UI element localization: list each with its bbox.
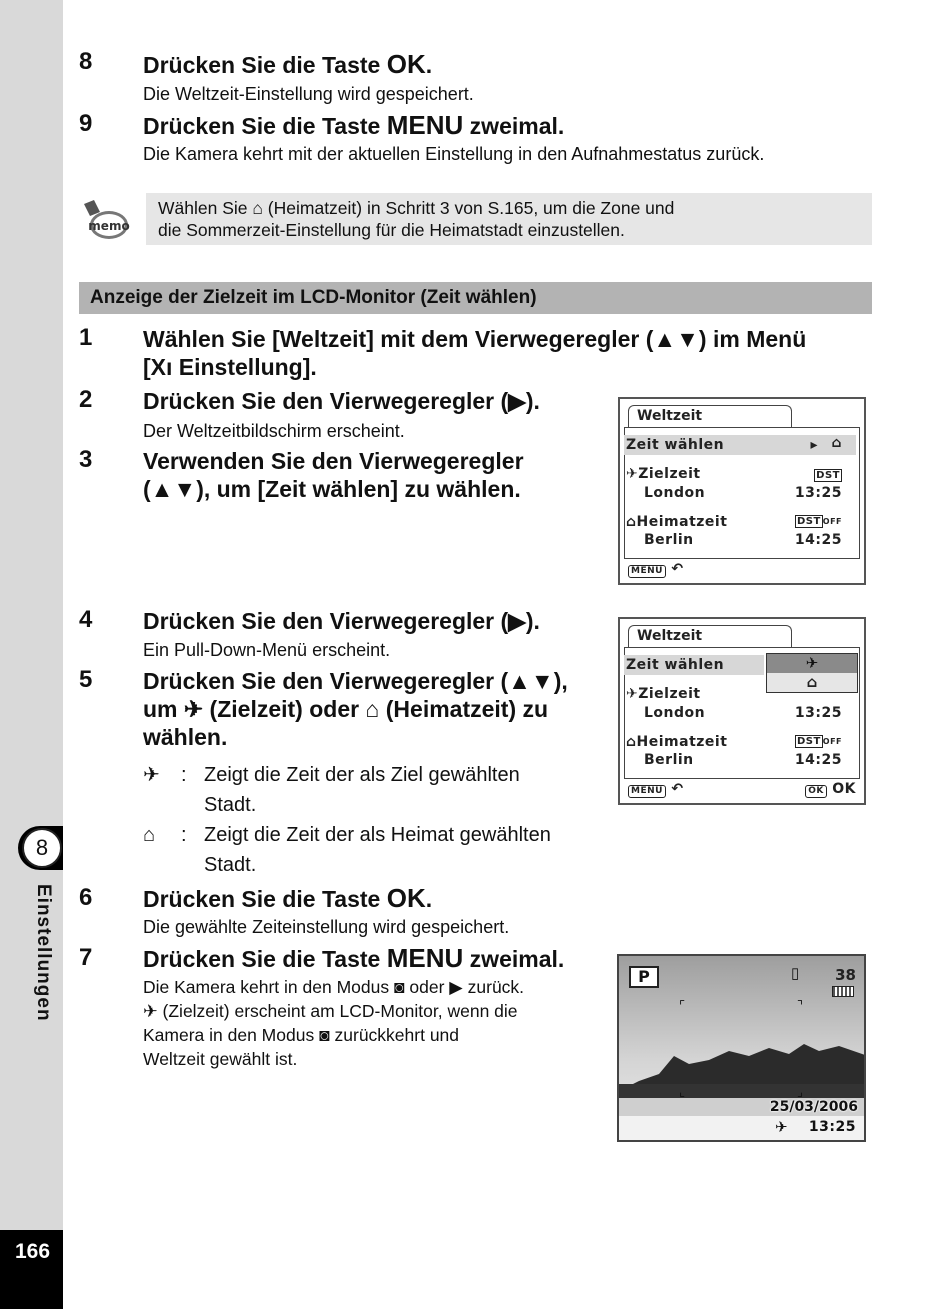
destination-city: London bbox=[644, 705, 706, 721]
step-number: 9 bbox=[79, 110, 93, 137]
memo-note: Wählen Sie ⌂ (Heimatzeit) in Schritt 3 von S.165, um die Zone und die Sommerzeit-Einstellung für die Heimatstadt einzustellen. bbox=[146, 193, 872, 245]
destination-time: 13:25 bbox=[794, 485, 842, 501]
step-description: Ein Pull-Down-Menü erscheint. bbox=[143, 640, 391, 660]
arrow-right-icon: ▸ bbox=[810, 437, 818, 453]
af-frame-top-right: ⌝ bbox=[797, 998, 804, 1013]
lcd-screen-time-select bbox=[618, 617, 866, 805]
step-number: 4 bbox=[79, 606, 93, 633]
home-icon: ⌂ bbox=[365, 696, 380, 722]
menu-key-label: MENU bbox=[386, 943, 464, 973]
pulldown-menu bbox=[766, 653, 858, 693]
destination-time: 13:25 bbox=[808, 1119, 856, 1135]
dst-badge: DST bbox=[816, 470, 840, 481]
airplane-icon: ✈ bbox=[183, 696, 204, 722]
step-title: Drücken Sie den Vierwegeregler (▶). bbox=[143, 388, 540, 414]
chapter-number: 8 bbox=[22, 828, 62, 868]
camera-icon: ◙ bbox=[393, 977, 405, 997]
airplane-icon: ✈ bbox=[626, 466, 639, 482]
step-title: Verwenden Sie den Vierwegeregler (▲▼), um [Zeit wählen] zu wählen. bbox=[143, 448, 524, 502]
menu-back-hint: MENU ↶ bbox=[628, 561, 684, 578]
airplane-icon: ✈ bbox=[143, 1001, 158, 1021]
program-mode-badge: P bbox=[629, 966, 659, 988]
home-city: Berlin bbox=[644, 532, 694, 548]
memo-icon bbox=[80, 198, 130, 242]
step-title: Drücken Sie den Vierwegeregler (▲▼), um ✈ (Zielzeit) oder ⌂ (Heimatzeit) zu wählen. bbox=[143, 668, 568, 750]
af-frame-top-left: ⌜ bbox=[679, 998, 686, 1013]
step-number: 1 bbox=[79, 324, 93, 351]
step-number: 7 bbox=[79, 944, 93, 971]
zeit-waehlen-row: Zeit wählen bbox=[626, 657, 725, 673]
lcd-screen-world-time bbox=[618, 397, 866, 585]
back-arrow-icon: ↶ bbox=[665, 561, 684, 577]
menu-back-hint: MENU ↶ bbox=[628, 781, 684, 798]
ok-hint: OK OK bbox=[805, 781, 856, 798]
screen-tab: Weltzeit bbox=[628, 625, 792, 647]
step-title: Drücken Sie die Taste MENU zweimal. bbox=[143, 110, 565, 140]
step-number: 3 bbox=[79, 446, 93, 473]
step-title: Wählen Sie [Weltzeit] mit dem Vierwegeregler (▲▼) im Menü [Xı Einstellung]. bbox=[143, 326, 807, 380]
destination-time: 13:25 bbox=[794, 705, 842, 721]
home-icon: ⌂ bbox=[767, 673, 857, 692]
menu-key-label: MENU bbox=[386, 110, 464, 140]
date-stamp: 25/03/2006 bbox=[769, 1099, 858, 1115]
ok-key-label: OK bbox=[386, 49, 426, 79]
step-number: 8 bbox=[79, 48, 93, 75]
step-title: Drücken Sie die Taste MENU zweimal. bbox=[143, 943, 565, 973]
home-label: ⌂Heimatzeit bbox=[626, 514, 728, 530]
home-icon: ⌂ bbox=[626, 734, 637, 750]
chapter-label: Einstellungen bbox=[33, 884, 54, 1022]
step-number: 2 bbox=[79, 386, 93, 413]
step-title: Drücken Sie die Taste OK. bbox=[143, 883, 433, 913]
home-icon: ⌂ bbox=[626, 514, 637, 530]
airplane-icon: ✈ bbox=[775, 1119, 788, 1136]
step-description: Die Kamera kehrt in den Modus ◙ oder ▶ zurück. ✈ (Zielzeit) erscheint am LCD-Monitor, wenn die Kamera in den Modus ◙ zurückkehrt und Weltzeit gewählt ist. bbox=[143, 977, 525, 1069]
remaining-shots: 38 bbox=[835, 966, 856, 984]
definition-destination: ✈ : Zeigt die Zeit der als Ziel gewählten Stadt. bbox=[143, 760, 520, 820]
step-description: Die gewählte Zeiteinstellung wird gespeichert. bbox=[143, 917, 510, 937]
home-icon: ⌂ bbox=[831, 435, 842, 451]
step-number: 6 bbox=[79, 884, 93, 911]
playback-icon: ▶ bbox=[449, 977, 463, 997]
step-description: Die Kamera kehrt mit der aktuellen Einstellung in den Aufnahmestatus zurück. bbox=[143, 144, 765, 164]
home-label: ⌂Heimatzeit bbox=[626, 734, 728, 750]
svg-text:memo: memo bbox=[88, 219, 130, 233]
step-title: Drücken Sie den Vierwegeregler (▶). bbox=[143, 608, 540, 634]
step-number: 5 bbox=[79, 666, 93, 693]
home-city: Berlin bbox=[644, 752, 694, 768]
home-icon: ⌂ bbox=[252, 198, 263, 218]
dst-off-badge: DST OFF bbox=[796, 736, 842, 747]
home-icon: ⌂ bbox=[143, 824, 156, 846]
step-description: Die Weltzeit-Einstellung wird gespeichert. bbox=[143, 84, 474, 104]
airplane-icon: ✈ bbox=[767, 654, 857, 673]
dst-off-badge: DST OFF bbox=[796, 516, 842, 527]
destination-label: ✈Zielzeit bbox=[626, 686, 701, 702]
destination-label: ✈Zielzeit bbox=[626, 466, 701, 482]
back-arrow-icon: ↶ bbox=[665, 781, 684, 797]
home-time: 14:25 bbox=[794, 532, 842, 548]
screen-tab: Weltzeit bbox=[628, 405, 792, 427]
camera-icon: ◙ bbox=[319, 1025, 330, 1045]
definition-home: ⌂ : Zeigt die Zeit der als Heimat gewählten Stadt. bbox=[143, 820, 551, 880]
home-time: 14:25 bbox=[794, 752, 842, 768]
step-description: Der Weltzeitbildschirm erscheint. bbox=[143, 421, 405, 441]
step-title: Drücken Sie die Taste OK. bbox=[143, 49, 433, 79]
section-heading: Anzeige der Zielzeit im LCD-Monitor (Zeit wählen) bbox=[79, 282, 872, 314]
lcd-screen-capture-mode bbox=[617, 954, 866, 1142]
page-number: 166 bbox=[15, 1240, 51, 1263]
battery-icon bbox=[832, 986, 854, 997]
chapter-strip bbox=[0, 0, 63, 1309]
memory-card-icon: ▯ bbox=[791, 965, 800, 982]
destination-city: London bbox=[644, 485, 706, 501]
af-frame-bottom-left: ⌞ bbox=[679, 1084, 686, 1099]
af-frame-bottom-right: ⌟ bbox=[797, 1084, 804, 1099]
ok-key-label: OK bbox=[386, 883, 426, 913]
airplane-icon: ✈ bbox=[626, 686, 639, 702]
airplane-icon: ✈ bbox=[143, 764, 160, 786]
zeit-waehlen-row: Zeit wählen bbox=[626, 437, 725, 453]
